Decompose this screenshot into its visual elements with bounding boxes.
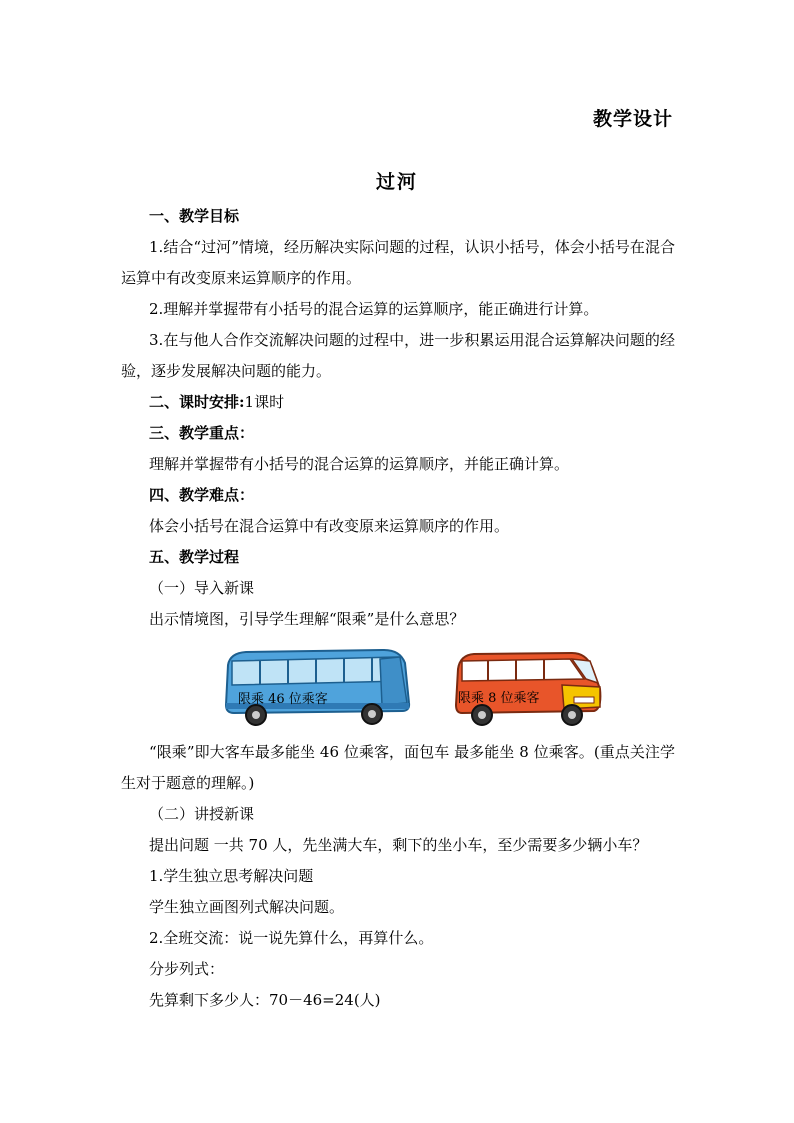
key-heading: 三、教学重点： — [149, 424, 255, 442]
item-4: 先算剩下多少人：70－46=24(人) — [149, 991, 381, 1009]
small-bus-label: 限乘 8 位乘客 — [458, 691, 540, 706]
process-heading: 五、教学过程 — [149, 548, 240, 566]
problem-text: 提出问题 一共 70 人，先坐满大车，剩下的坐小车，至少需要多少辆小车？ — [149, 836, 648, 854]
explain-text: “限乘”即大客车最多能坐 46 位乘客，面包车 最多能坐 8 位乘客。(重点关注学生对于题意的理解。) — [121, 743, 675, 792]
doc-title: 过河 — [375, 171, 418, 193]
item-2: 2.全班交流：说一说先算什么，再算什么。 — [149, 929, 434, 947]
schedule-line — [121, 387, 675, 418]
step1-heading: （一）导入新课 — [149, 579, 255, 597]
item-1-text: 学生独立画图列式解决问题。 — [149, 898, 345, 916]
schedule-value: 1课时 — [244, 393, 285, 411]
bus-illustration — [121, 639, 675, 735]
item-3: 分步列式： — [149, 960, 225, 978]
step2-heading: （二）讲授新课 — [149, 805, 255, 823]
goal-1: 1.结合“过河”情境，经历解决实际问题的过程，认识小括号，体会小括号在混合运算中有改变原来运算顺序的作用。 — [121, 238, 675, 287]
goals-heading: 一、教学目标 — [149, 207, 240, 225]
key-text: 理解并掌握带有小括号的混合运算的运算顺序，并能正确计算。 — [149, 455, 570, 473]
item-1: 1.学生独立思考解决问题 — [149, 867, 314, 885]
big-bus-label: 限乘 46 位乘客 — [238, 692, 328, 707]
goal-2: 2.理解并掌握带有小括号的混合运算的运算顺序，能正确进行计算。 — [149, 300, 599, 318]
difficulty-heading: 四、教学难点： — [149, 486, 255, 504]
document-body — [121, 201, 675, 1016]
goal-3: 3.在与他人合作交流解决问题的过程中，进一步积累运用混合运算解决问题的经验，逐步发展解决问题的能力。 — [121, 331, 675, 380]
step1-text: 出示情境图，引导学生理解“限乘”是什么意思？ — [149, 610, 465, 628]
schedule-heading: 二、课时安排: — [149, 393, 245, 411]
header-title: 教学设计 — [592, 108, 673, 130]
difficulty-text: 体会小括号在混合运算中有改变原来运算顺序的作用。 — [149, 517, 510, 535]
